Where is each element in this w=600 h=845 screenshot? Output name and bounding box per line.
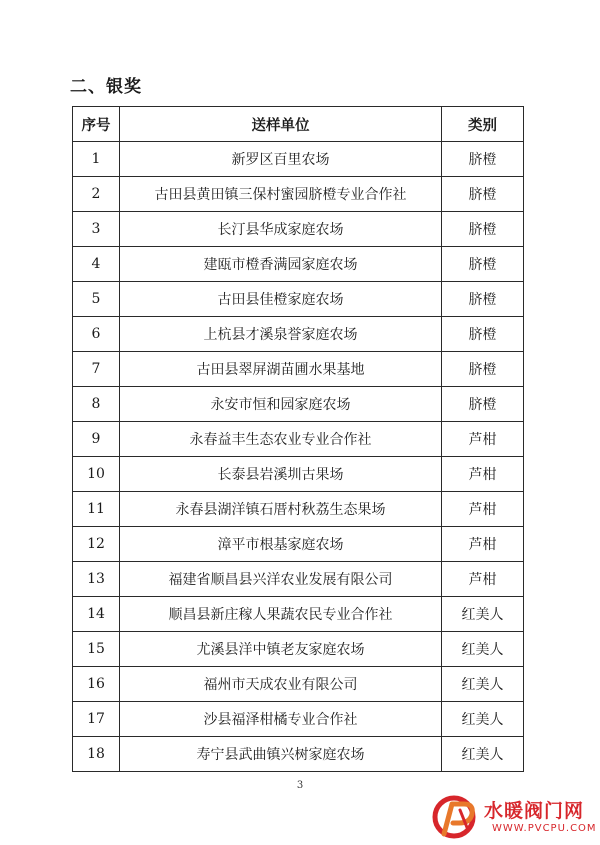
cell-category: 红美人 (442, 667, 524, 702)
cell-no: 1 (73, 142, 120, 177)
table-row (73, 352, 524, 387)
cell-category: 脐橙 (442, 142, 524, 177)
cell-unit: 古田县佳橙家庭农场 (120, 282, 442, 317)
cell-category: 脐橙 (442, 387, 524, 422)
table-row (73, 632, 524, 667)
cell-no: 11 (73, 492, 120, 527)
cell-category: 红美人 (442, 632, 524, 667)
cell-category: 芦柑 (442, 492, 524, 527)
cell-unit: 福州市天成农业有限公司 (120, 667, 442, 702)
cell-unit: 永安市恒和园家庭农场 (120, 387, 442, 422)
cell-no: 4 (73, 247, 120, 282)
watermark-name: 水暖阀门网 (484, 800, 585, 822)
cell-no: 8 (73, 387, 120, 422)
cell-no: 7 (73, 352, 120, 387)
cell-category: 脐橙 (442, 247, 524, 282)
header-unit: 送样单位 (120, 107, 442, 142)
cell-category: 芦柑 (442, 422, 524, 457)
table-row (73, 282, 524, 317)
cell-category: 脐橙 (442, 177, 524, 212)
table-row (73, 597, 524, 632)
table-row (73, 492, 524, 527)
cell-unit: 顺昌县新庄稼人果蔬农民专业合作社 (120, 597, 442, 632)
header-category: 类别 (442, 107, 524, 142)
cell-category: 红美人 (442, 702, 524, 737)
table-row (73, 177, 524, 212)
table-row (73, 422, 524, 457)
cell-no: 14 (73, 597, 120, 632)
cell-unit: 长泰县岩溪圳古果场 (120, 457, 442, 492)
cell-unit: 永春益丰生态农业专业合作社 (120, 422, 442, 457)
cell-no: 18 (73, 737, 120, 772)
cell-no: 6 (73, 317, 120, 352)
cell-category: 芦柑 (442, 457, 524, 492)
cell-category: 红美人 (442, 737, 524, 772)
cell-no: 9 (73, 422, 120, 457)
cell-unit: 漳平市根基家庭农场 (120, 527, 442, 562)
cell-unit: 沙县福泽柑橘专业合作社 (120, 702, 442, 737)
table-row (73, 247, 524, 282)
cell-category: 脐橙 (442, 317, 524, 352)
table-row (73, 457, 524, 492)
silver-award-table (72, 106, 524, 772)
table-row (73, 387, 524, 422)
cell-no: 10 (73, 457, 120, 492)
header-no: 序号 (73, 107, 120, 142)
section-title: 二、银奖 (70, 77, 142, 97)
cell-unit: 长汀县华成家庭农场 (120, 212, 442, 247)
table-row (73, 667, 524, 702)
cell-no: 15 (73, 632, 120, 667)
cell-category: 芦柑 (442, 562, 524, 597)
cell-unit: 古田县翠屏湖苗圃水果基地 (120, 352, 442, 387)
watermark-logo (430, 790, 600, 845)
table-row (73, 142, 524, 177)
cell-category: 红美人 (442, 597, 524, 632)
cell-no: 12 (73, 527, 120, 562)
table-row (73, 527, 524, 562)
cell-unit: 寿宁县武曲镇兴树家庭农场 (120, 737, 442, 772)
cell-unit: 永春县湖洋镇石厝村秋荔生态果场 (120, 492, 442, 527)
cell-category: 脐橙 (442, 282, 524, 317)
cell-unit: 古田县黄田镇三保村蜜园脐橙专业合作社 (120, 177, 442, 212)
table-row (73, 212, 524, 247)
cell-no: 5 (73, 282, 120, 317)
cell-category: 脐橙 (442, 212, 524, 247)
cell-unit: 福建省顺昌县兴洋农业发展有限公司 (120, 562, 442, 597)
watermark-url: WWW.PVCPU.COM (492, 823, 597, 834)
cell-no: 3 (73, 212, 120, 247)
cell-category: 脐橙 (442, 352, 524, 387)
cell-no: 17 (73, 702, 120, 737)
cell-unit: 上杭县才溪泉誉家庭农场 (120, 317, 442, 352)
table-row (73, 317, 524, 352)
cell-no: 13 (73, 562, 120, 597)
table-row (73, 737, 524, 772)
cell-unit: 尤溪县洋中镇老友家庭农场 (120, 632, 442, 667)
cell-category: 芦柑 (442, 527, 524, 562)
cell-no: 2 (73, 177, 120, 212)
cell-no: 16 (73, 667, 120, 702)
table-body (73, 142, 524, 772)
table-row (73, 562, 524, 597)
table-row (73, 702, 524, 737)
cell-unit: 建瓯市橙香满园家庭农场 (120, 247, 442, 282)
cell-unit: 新罗区百里农场 (120, 142, 442, 177)
pv-logo-icon (430, 790, 482, 842)
page-number: 3 (296, 780, 304, 791)
table-header-row (73, 107, 524, 142)
